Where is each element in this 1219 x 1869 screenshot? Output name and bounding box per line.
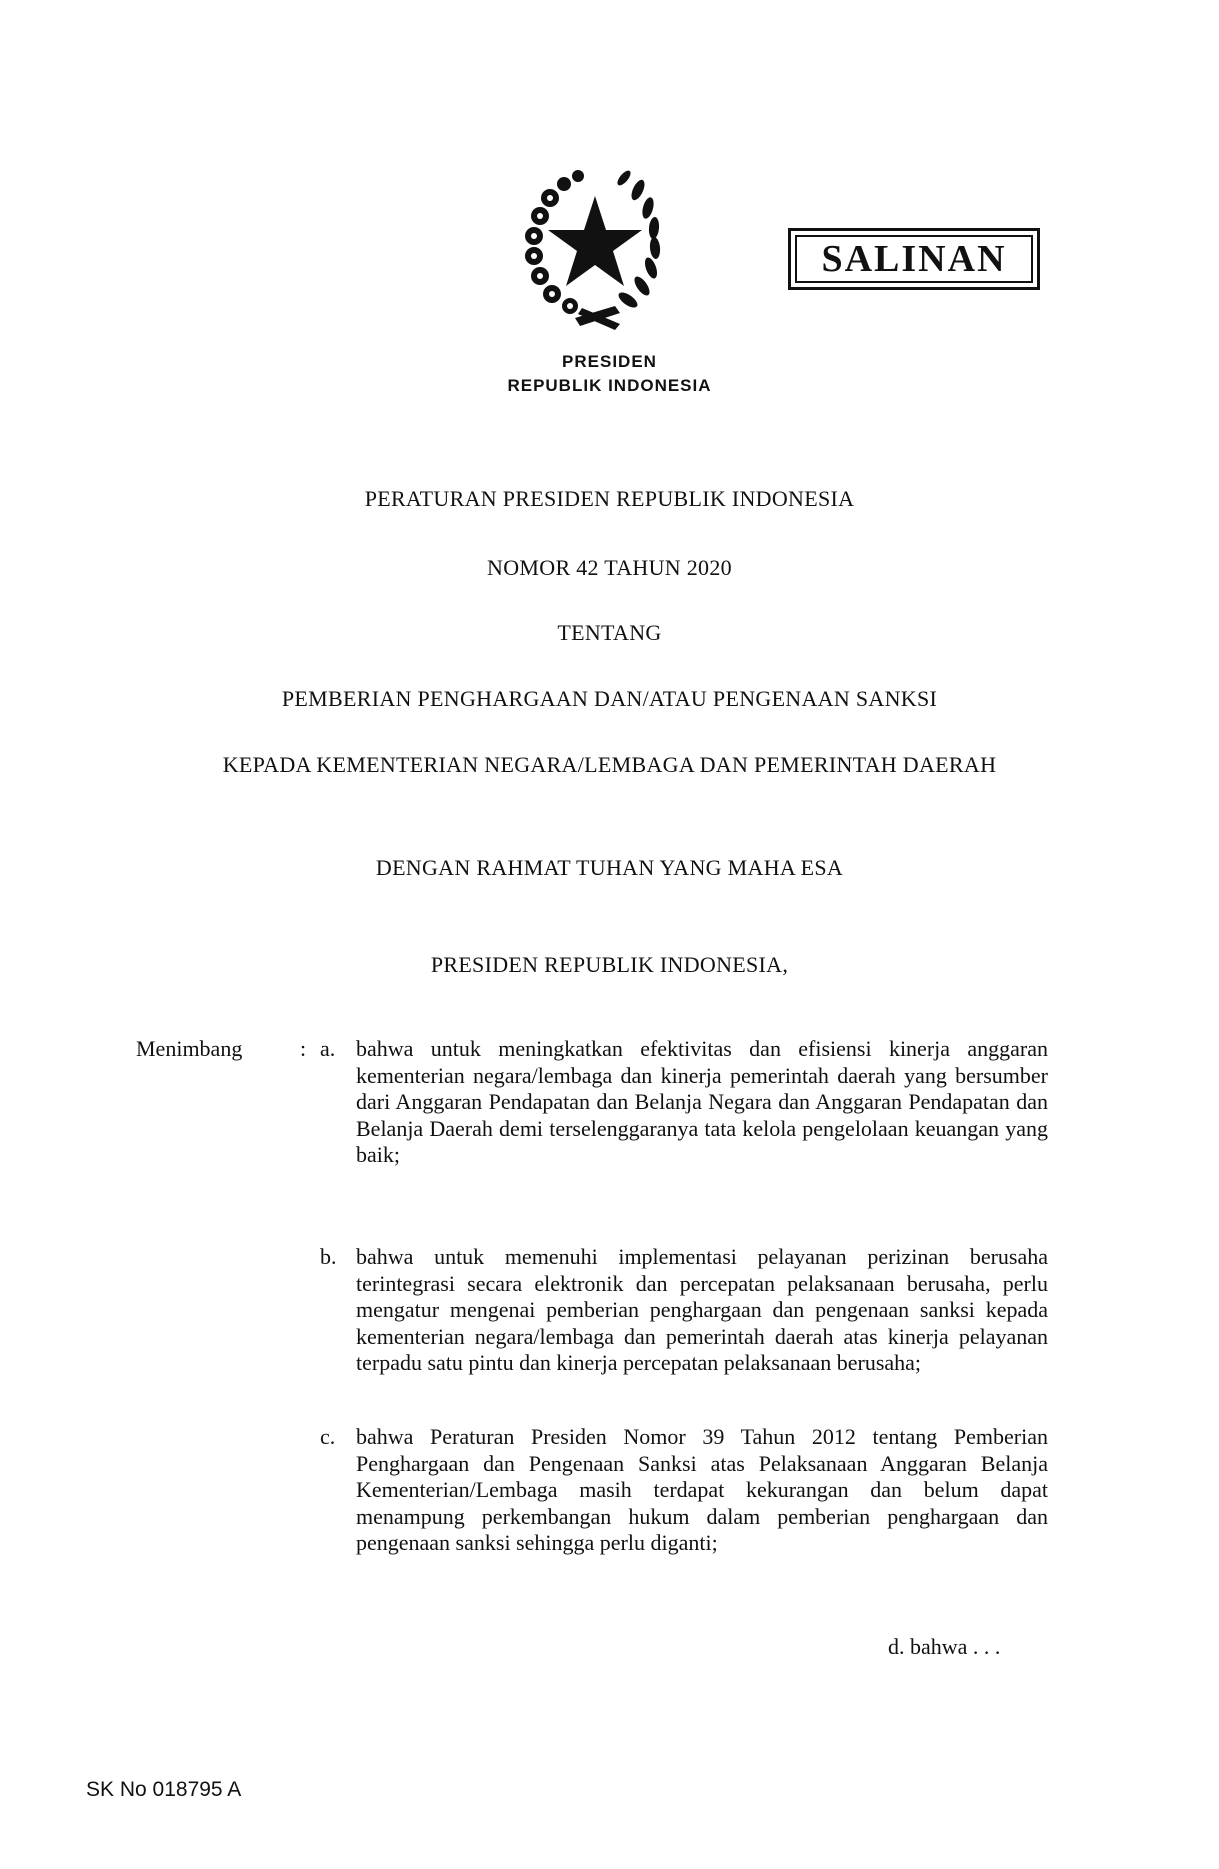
- page-continuation: d. bahwa . . .: [888, 1634, 1001, 1659]
- menimbang-label: Menimbang: [136, 1036, 243, 1061]
- regulation-title: PERATURAN PRESIDEN REPUBLIK INDONESIA: [364, 486, 855, 511]
- presiden-label: PRESIDEN: [562, 352, 657, 371]
- regulation-number: NOMOR 42 TAHUN 2020: [487, 555, 732, 580]
- regulation-subject-line1: PEMBERIAN PENGHARGAAN DAN/ATAU PENGENAAN SANKSI: [281, 686, 938, 711]
- item-letter: c.: [320, 1424, 336, 1449]
- item-text: bahwa untuk meningkatkan efektivitas dan efisiensi kinerja anggaran kementerian negara/lembaga dan kinerja pemerintah daerah yang bersumber dari Anggaran Pendapatan dan Belanja Negara dan Anggaran Pendapatan dan Belanja Daerah demi terselenggaranya tata kelola pengelolaan keuangan yang baik;: [356, 1036, 1048, 1167]
- salinan-stamp-text: SALINAN: [795, 235, 1033, 283]
- regulation-tentang: TENTANG: [557, 620, 662, 645]
- item-letter: b.: [320, 1244, 337, 1269]
- item-letter: a.: [320, 1036, 336, 1061]
- preamble-president: PRESIDEN REPUBLIK INDONESIA,: [430, 952, 789, 977]
- republik-indonesia-label: REPUBLIK INDONESIA: [507, 376, 712, 395]
- garuda-star-emblem-icon: [520, 168, 670, 338]
- menimbang-item-a: [320, 1036, 1048, 1169]
- item-text: bahwa Peraturan Presiden Nomor 39 Tahun 2012 tentang Pemberian Penghargaan dan Pengenaan Sanksi atas Pelaksanaan Anggaran Belanja Kementerian/Lembaga masih terdapat kekurangan dan belum dapat menampung perkembangan hukum dalam pemberian penghargaan dan pengenaan sanksi sehingga perlu diganti;: [356, 1424, 1048, 1555]
- sk-number: SK No 018795 A: [86, 1778, 242, 1801]
- menimbang-item-b: [320, 1244, 1048, 1377]
- menimbang-item-c: [320, 1424, 1048, 1557]
- regulation-subject-line2: KEPADA KEMENTERIAN NEGARA/LEMBAGA DAN PEMERINTAH DAERAH: [222, 752, 997, 777]
- item-text: bahwa untuk memenuhi implementasi pelayanan perizinan berusaha terintegrasi secara elektronik dan percepatan pelaksanaan berusaha, perlu mengatur mengenai pemberian penghargaan dan pengenaan sanksi kepada kementerian negara/lembaga dan pemerintah daerah atas kinerja pelayanan terpadu satu pintu dan kinerja percepatan pelaksanaan berusaha;: [356, 1244, 1048, 1375]
- preamble-invocation: DENGAN RAHMAT TUHAN YANG MAHA ESA: [375, 855, 844, 880]
- menimbang-colon: :: [300, 1036, 307, 1061]
- salinan-stamp: [788, 228, 1040, 290]
